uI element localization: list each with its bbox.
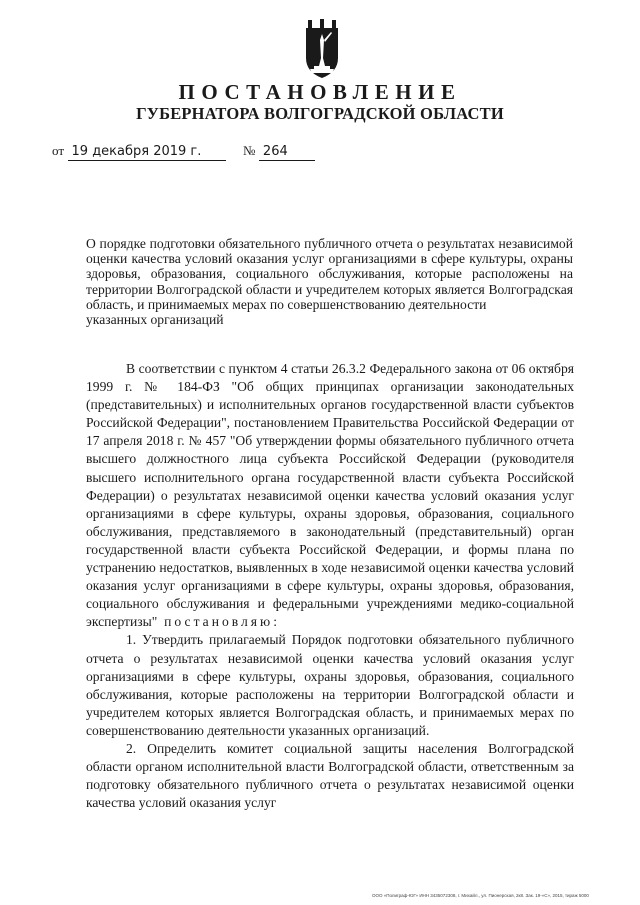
volgograd-coat-of-arms-icon <box>302 18 342 80</box>
preamble-text: В соответствии с пунктом 4 статьи 26.3.2 Федерального закона от 06 октября 1999 г. № 184-ФЗ "Об общих принципах организации законодательных (представительных) и исполнительных органов государственной власти субъектов Российской Федерации", постановлением Правительства Российской Федерации от 17 апреля 2018 г. № 457 "Об утверждении формы обязательного публичного отчета высшего должностного лица субъекта Российской Федерации (руководителя высшего исполнительного органа государственной власти субъекта Российской Федерации) о результатах независимой оценки качества условий оказания услуг организациями в сфере культуры, охраны здоровья, образования, социального обслуживания, представляемого в законодательный (представительный) орган государственной власти субъекта Российской Федерации, и формы плана по устранению недостатков, выявленных в ходе независимой оценки качества условий оказания услуг организациями в сфере культуры, охраны здоровья, образования, социального обслуживания и федеральными учреждениями медико-социальной экспертизы" <box>86 361 574 630</box>
document-meta <box>52 143 315 161</box>
document-title: ПОСТАНОВЛЕНИЕ <box>178 80 462 104</box>
document-date: 19 декабря 2019 г. <box>68 144 226 161</box>
printer-imprint: ООО «Полиграф-ЮГ» ИНН 3435072308, г. Михайл., ул. Пионерская, 2к8. Зак. 19-«С», 2015, тираж 5000 <box>372 893 589 898</box>
document-body <box>86 360 574 812</box>
date-label: от <box>52 143 65 158</box>
number-label: № <box>243 143 256 158</box>
decree-word: постановляю: <box>164 614 280 630</box>
document-issuer: ГУБЕРНАТОРА ВОЛГОГРАДСКОЙ ОБЛАСТИ <box>136 104 504 123</box>
subject-text: О порядке подготовки обязательного публичного отчета о результатах независимой оценки качества условий оказания услуг организациями в сфере культуры, охраны здоровья, образования, социального обслуживания, которые расположены на территории Волгоградской области и учредителем которых является Волгоградская область, и принимаемых мерах по совершенствованию деятельности <box>86 236 573 312</box>
preamble-paragraph <box>86 360 574 631</box>
subject-text-tail: указанных организаций <box>86 312 224 328</box>
item-1-paragraph: 1. Утвердить прилагаемый Порядок подготовки обязательного публичного отчета о результатах независимой оценки качества условий оказания услуг организациями в сфере культуры, охраны здоровья, образования, социального обслуживания, которые расположены на территории Волгоградской области и учредителем которых является Волгоградская область, и принимаемых мерах по совершенствованию деятельности указанных организаций. <box>86 632 574 738</box>
document-subject <box>86 236 573 327</box>
document-number: 264 <box>259 144 315 161</box>
item-2-paragraph: 2. Определить комитет социальной защиты населения Волгоградской области органом исполнительной власти Волгоградской области, ответственным за подготовку обязательного публичного отчета о результатах независимой оценки качества условий оказания услуг <box>86 740 574 811</box>
